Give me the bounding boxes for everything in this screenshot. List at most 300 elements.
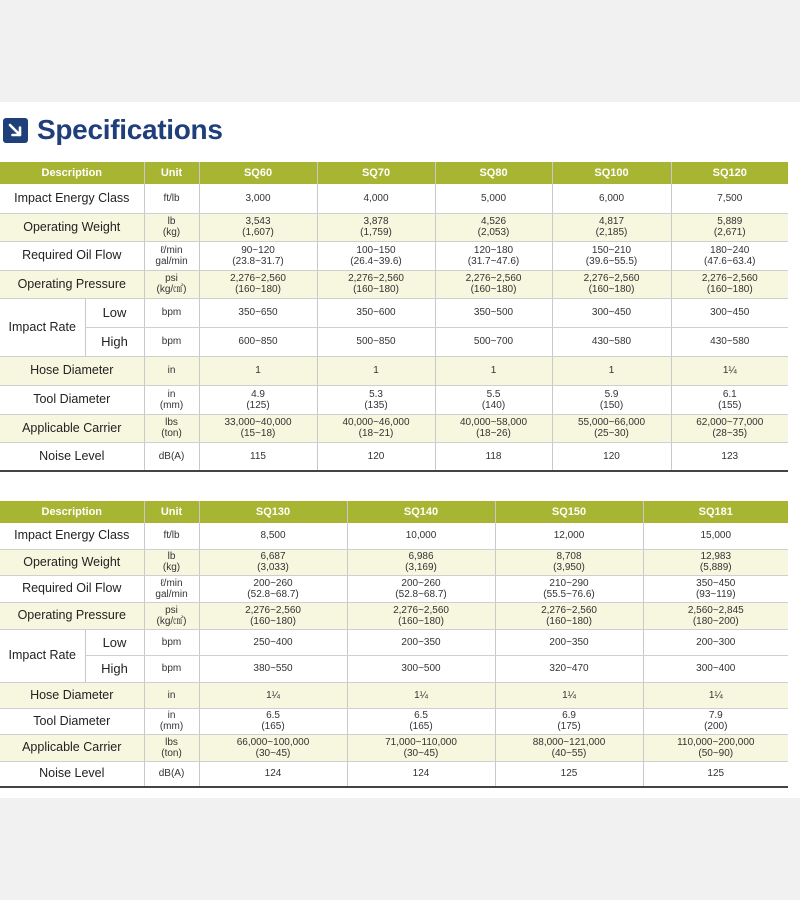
value-cell	[317, 270, 435, 298]
value-cell	[347, 575, 495, 602]
value-cell	[495, 682, 643, 708]
spec-row-high	[0, 327, 788, 356]
value-cell	[347, 602, 495, 629]
cell-line: 110,000~200,000	[677, 736, 755, 748]
value-cell	[552, 270, 671, 298]
cell-line: (28~35)	[712, 428, 748, 439]
cell-line: ft/lb	[163, 530, 180, 542]
value-cell	[671, 356, 788, 385]
row-label: Operating Pressure	[0, 270, 144, 298]
unit-cell	[144, 414, 199, 442]
value-cell	[435, 241, 552, 270]
value-cell	[495, 549, 643, 575]
value-cell	[347, 549, 495, 575]
cell-line: gal/min	[155, 255, 188, 267]
unit-cell	[144, 655, 199, 682]
cell-line: bpm	[161, 336, 182, 347]
cell-line: (160~180)	[398, 615, 444, 627]
row-label: Hose Diameter	[0, 682, 144, 708]
unit-cell	[144, 734, 199, 761]
cell-line: 350~600	[356, 307, 396, 318]
cell-line: (52.8~68.7)	[395, 588, 447, 600]
cell-line: 5.3	[369, 388, 383, 400]
value-cell	[643, 682, 788, 708]
header-unit: Unit	[144, 162, 199, 184]
cell-line: 125	[707, 768, 725, 780]
value-cell	[317, 442, 435, 471]
cell-line: (160~180)	[353, 284, 399, 295]
cell-line: 430~580	[710, 336, 750, 347]
row-label: Impact Energy Class	[0, 523, 144, 549]
unit-cell	[144, 356, 199, 385]
cell-line: 6,687	[260, 551, 286, 562]
cell-line: 71,000~110,000	[385, 736, 457, 748]
cell-line: (160~180)	[706, 284, 753, 295]
cell-line: (47.6~63.4)	[704, 255, 756, 267]
row-label: Operating Pressure	[0, 602, 144, 629]
value-cell	[643, 549, 788, 575]
cell-line: 88,000~121,000	[532, 736, 606, 748]
cell-line: 200~350	[401, 636, 441, 648]
cell-line: 250~400	[253, 636, 293, 648]
cell-line: 6,986	[408, 551, 434, 562]
cell-line: (175)	[557, 721, 581, 732]
cell-line: (140)	[481, 399, 506, 411]
cell-line: (2,053)	[477, 227, 510, 238]
cell-line: 150~210	[591, 244, 632, 256]
cell-line: (3,169)	[405, 562, 437, 573]
value-cell	[317, 327, 435, 356]
cell-line: 5,889	[717, 216, 743, 227]
cell-line: (kg/㎠)	[156, 615, 187, 627]
spec-row-low	[0, 298, 788, 327]
value-cell	[495, 523, 643, 549]
cell-line: dB(A)	[158, 450, 185, 462]
unit-cell	[144, 761, 199, 787]
value-cell	[643, 523, 788, 549]
spec-row-high	[0, 655, 788, 682]
cell-line: 124	[264, 768, 282, 780]
header-row	[0, 162, 788, 184]
header-model: SQ140	[347, 501, 495, 523]
cell-line: 350~450	[696, 577, 736, 589]
spec-row-oil-flow	[0, 575, 788, 602]
header-description: Description	[0, 501, 144, 523]
unit-cell	[144, 270, 199, 298]
unit-cell	[144, 549, 199, 575]
cell-line: (135)	[364, 399, 388, 411]
cell-line: 3,000	[245, 192, 271, 204]
cell-line: (165)	[261, 721, 285, 732]
cell-line: 120	[603, 450, 620, 462]
cell-line: 2,276~2,560	[701, 273, 758, 284]
spec-row-noise	[0, 442, 788, 471]
cell-line: (3,950)	[553, 562, 585, 573]
cell-line: (39.6~55.5)	[585, 255, 638, 267]
row-label: Noise Level	[0, 761, 144, 787]
cell-line: 1¼	[708, 689, 723, 701]
arrow-down-right-icon	[3, 118, 28, 143]
value-cell	[199, 414, 317, 442]
spec-row-operating-weight	[0, 213, 788, 241]
value-cell	[495, 761, 643, 787]
cell-line: (30~45)	[403, 747, 439, 759]
cell-line: 120	[367, 450, 385, 462]
cell-line: 200~300	[696, 636, 736, 648]
row-label: Low	[85, 298, 144, 327]
cell-line: (26.4~39.6)	[350, 255, 402, 267]
cell-line: ft/lb	[163, 192, 180, 204]
value-cell	[435, 327, 552, 356]
row-label: Operating Weight	[0, 549, 144, 575]
cell-line: 4.9	[251, 388, 265, 400]
value-cell	[552, 298, 671, 327]
cell-line: 350~500	[473, 307, 514, 318]
cell-line: 2,276~2,560	[230, 273, 286, 284]
cell-line: 90~120	[241, 244, 275, 256]
value-cell	[671, 414, 788, 442]
value-cell	[317, 385, 435, 414]
cell-line: 10,000	[405, 530, 437, 542]
value-cell	[643, 761, 788, 787]
cell-line: 300~450	[591, 307, 632, 318]
cell-line: (50~90)	[698, 747, 734, 759]
row-label: Impact Energy Class	[0, 184, 144, 213]
spec-row-pressure	[0, 602, 788, 629]
cell-line: 120~180	[473, 244, 514, 256]
cell-line: (30~45)	[255, 747, 291, 759]
cell-line: (93~119)	[695, 588, 736, 600]
cell-line: 40,000~58,000	[460, 417, 528, 428]
unit-cell	[144, 184, 199, 213]
cell-line: 4,526	[481, 216, 507, 227]
cell-line: (23.8~31.7)	[232, 255, 284, 267]
cell-line: lbs	[165, 417, 178, 428]
spec-row-hose	[0, 682, 788, 708]
value-cell	[435, 184, 552, 213]
spec-row-tool	[0, 385, 788, 414]
row-label: Tool Diameter	[0, 385, 144, 414]
value-cell	[552, 241, 671, 270]
cell-line: 124	[412, 768, 430, 780]
header-description: Description	[0, 162, 144, 184]
cell-line: 6.5	[266, 710, 280, 721]
header-model: SQ100	[552, 162, 671, 184]
cell-line: 1	[490, 365, 497, 376]
cell-line: (125)	[246, 399, 270, 411]
header-row	[0, 501, 788, 523]
cell-line: 320~470	[549, 663, 589, 674]
value-cell	[435, 213, 552, 241]
header-model: SQ150	[495, 501, 643, 523]
spec-row-pressure	[0, 270, 788, 298]
value-cell	[495, 602, 643, 629]
cell-line: 350~650	[238, 307, 278, 318]
row-label: Applicable Carrier	[0, 414, 144, 442]
cell-line: (150)	[599, 399, 624, 411]
value-cell	[347, 629, 495, 655]
spec-row-hose	[0, 356, 788, 385]
header-model: SQ80	[435, 162, 552, 184]
cell-line: 1¼	[562, 689, 576, 701]
cell-line: 33,000~40,000	[224, 417, 292, 428]
header-unit: Unit	[144, 501, 199, 523]
value-cell	[435, 298, 552, 327]
value-cell	[552, 414, 671, 442]
cell-line: psi	[165, 273, 178, 284]
unit-cell	[144, 682, 199, 708]
spec-row-noise	[0, 761, 788, 787]
cell-line: 5.9	[604, 388, 619, 400]
value-cell	[671, 327, 788, 356]
spec-row-operating-weight	[0, 549, 788, 575]
value-cell	[495, 629, 643, 655]
cell-line: in	[167, 689, 176, 701]
value-cell	[347, 682, 495, 708]
cell-line: (55.5~76.6)	[543, 588, 595, 600]
unit-cell	[144, 298, 199, 327]
value-cell	[317, 356, 435, 385]
value-cell	[317, 414, 435, 442]
spec-row-impact-energy	[0, 184, 788, 213]
cell-line: (31.7~47.6)	[467, 255, 520, 267]
cell-line: 125	[560, 768, 578, 780]
value-cell	[347, 761, 495, 787]
value-cell	[317, 241, 435, 270]
cell-line: (15~18)	[240, 428, 276, 439]
value-cell	[199, 602, 347, 629]
cell-line: 430~580	[591, 336, 632, 347]
value-cell	[199, 298, 317, 327]
cell-line: 8,708	[556, 551, 582, 562]
cell-line: in	[167, 365, 176, 376]
cell-line: (kg/㎠)	[156, 284, 187, 295]
cell-line: 12,000	[553, 530, 585, 542]
value-cell	[495, 655, 643, 682]
value-cell	[435, 385, 552, 414]
cell-line: (2,185)	[595, 227, 628, 238]
row-label: Operating Weight	[0, 213, 144, 241]
cell-line: ℓ/min	[160, 577, 183, 589]
cell-line: (ton)	[161, 747, 182, 759]
value-cell	[671, 385, 788, 414]
cell-line: 118	[485, 450, 502, 462]
value-cell	[347, 523, 495, 549]
cell-line: 1¼	[266, 689, 280, 701]
cell-line: 6.9	[562, 710, 576, 721]
spec-table-1	[0, 162, 788, 472]
cell-line: (40~55)	[551, 747, 587, 759]
cell-line: in	[167, 388, 176, 400]
cell-line: (mm)	[159, 721, 184, 732]
cell-line: in	[167, 710, 176, 721]
unit-cell	[144, 385, 199, 414]
value-cell	[671, 442, 788, 471]
spec-row-tool	[0, 708, 788, 734]
value-cell	[671, 213, 788, 241]
value-cell	[671, 184, 788, 213]
cell-line: 1¼	[722, 365, 737, 376]
cell-line: (kg)	[162, 562, 181, 573]
value-cell	[347, 734, 495, 761]
value-cell	[199, 575, 347, 602]
cell-line: bpm	[161, 636, 182, 648]
header-model: SQ181	[643, 501, 788, 523]
value-cell	[552, 385, 671, 414]
cell-line: dB(A)	[158, 768, 185, 780]
value-cell	[347, 655, 495, 682]
value-cell	[199, 442, 317, 471]
cell-line: 1	[255, 365, 261, 376]
cell-line: 8,500	[260, 530, 286, 542]
row-label: High	[85, 327, 144, 356]
cell-line: (155)	[718, 399, 742, 411]
cell-line: (200)	[704, 721, 728, 732]
row-label: Low	[85, 629, 144, 655]
cell-line: 2,276~2,560	[348, 273, 404, 284]
cell-line: (ton)	[161, 428, 182, 439]
cell-line: gal/min	[155, 588, 188, 600]
cell-line: 6,000	[599, 192, 625, 204]
cell-line: (18~21)	[358, 428, 394, 439]
cell-line: 115	[250, 450, 266, 462]
cell-line: (1,607)	[242, 227, 274, 238]
impact-rate-label: Impact Rate	[0, 298, 85, 356]
value-cell	[199, 708, 347, 734]
value-cell	[435, 442, 552, 471]
value-cell	[435, 270, 552, 298]
value-cell	[199, 385, 317, 414]
cell-line: bpm	[161, 663, 182, 674]
unit-cell	[144, 241, 199, 270]
cell-line: 12,983	[700, 551, 732, 562]
value-cell	[199, 655, 347, 682]
cell-line: 7,500	[717, 192, 743, 204]
value-cell	[347, 708, 495, 734]
cell-line: 5,000	[481, 192, 507, 204]
cell-line: lb	[167, 551, 176, 562]
cell-line: 300~500	[401, 663, 441, 674]
unit-cell	[144, 708, 199, 734]
value-cell	[199, 734, 347, 761]
cell-line: (3,033)	[257, 562, 289, 573]
cell-line: 2,276~2,560	[583, 273, 640, 284]
cell-line: 210~290	[549, 577, 589, 589]
cell-line: (160~180)	[470, 284, 517, 295]
value-cell	[199, 523, 347, 549]
title-row	[0, 112, 223, 148]
cell-line: 300~400	[696, 663, 736, 674]
cell-line: 200~260	[401, 577, 441, 589]
cell-line: (165)	[409, 721, 433, 732]
value-cell	[199, 327, 317, 356]
value-cell	[495, 708, 643, 734]
unit-cell	[144, 442, 199, 471]
cell-line: (180~200)	[692, 615, 739, 627]
cell-line: (18~26)	[476, 428, 511, 439]
unit-cell	[144, 523, 199, 549]
cell-line: 4,817	[599, 216, 625, 227]
value-cell	[199, 356, 317, 385]
cell-line: 500~850	[356, 336, 396, 347]
value-cell	[552, 442, 671, 471]
cell-line: 2,276~2,560	[393, 604, 449, 616]
unit-cell	[144, 575, 199, 602]
value-cell	[495, 734, 643, 761]
cell-line: (52.8~68.7)	[247, 588, 299, 600]
row-label: Applicable Carrier	[0, 734, 144, 761]
cell-line: (25~30)	[594, 428, 629, 439]
cell-line: 15,000	[700, 530, 732, 542]
spec-row-low	[0, 629, 788, 655]
value-cell	[643, 655, 788, 682]
cell-line: 1¼	[414, 689, 428, 701]
unit-cell	[144, 327, 199, 356]
spec-row-carrier	[0, 414, 788, 442]
cell-line: ℓ/min	[160, 244, 183, 256]
value-cell	[552, 327, 671, 356]
value-cell	[671, 298, 788, 327]
value-cell	[495, 575, 643, 602]
spec-row-impact-energy	[0, 523, 788, 549]
row-label: Required Oil Flow	[0, 241, 144, 270]
header-model: SQ60	[199, 162, 317, 184]
value-cell	[671, 241, 788, 270]
cell-line: (2,671)	[713, 227, 746, 238]
cell-line: 3,878	[363, 216, 389, 227]
cell-line: (1,759)	[360, 227, 392, 238]
cell-line: 6.5	[414, 710, 428, 721]
cell-line: 4,000	[363, 192, 389, 204]
row-label: Tool Diameter	[0, 708, 144, 734]
spec-row-carrier	[0, 734, 788, 761]
value-cell	[643, 602, 788, 629]
cell-line: 123	[721, 450, 739, 462]
cell-line: 200~260	[253, 577, 293, 589]
value-cell	[199, 549, 347, 575]
header-model: SQ130	[199, 501, 347, 523]
cell-line: 180~240	[710, 244, 750, 256]
cell-line: 200~350	[549, 636, 589, 648]
unit-cell	[144, 629, 199, 655]
cell-line: 5.5	[486, 388, 501, 400]
cell-line: bpm	[161, 307, 182, 318]
value-cell	[317, 213, 435, 241]
row-label: High	[85, 655, 144, 682]
value-cell	[199, 270, 317, 298]
value-cell	[552, 356, 671, 385]
value-cell	[435, 414, 552, 442]
cell-line: 1	[608, 365, 615, 376]
cell-line: 100~150	[356, 244, 396, 256]
cell-line: 380~550	[253, 663, 293, 674]
header-model: SQ120	[671, 162, 788, 184]
cell-line: 2,276~2,560	[465, 273, 522, 284]
cell-line: (160~180)	[250, 615, 296, 627]
cell-line: (mm)	[159, 399, 184, 411]
cell-line: (kg)	[162, 227, 181, 238]
value-cell	[643, 629, 788, 655]
cell-line: (5,889)	[699, 562, 732, 573]
cell-line: 600~850	[238, 336, 278, 347]
cell-line: 66,000~100,000	[236, 736, 310, 748]
header-model: SQ70	[317, 162, 435, 184]
cell-line: 3,543	[245, 216, 271, 227]
value-cell	[199, 241, 317, 270]
value-cell	[199, 761, 347, 787]
unit-cell	[144, 602, 199, 629]
impact-rate-label: Impact Rate	[0, 629, 85, 682]
